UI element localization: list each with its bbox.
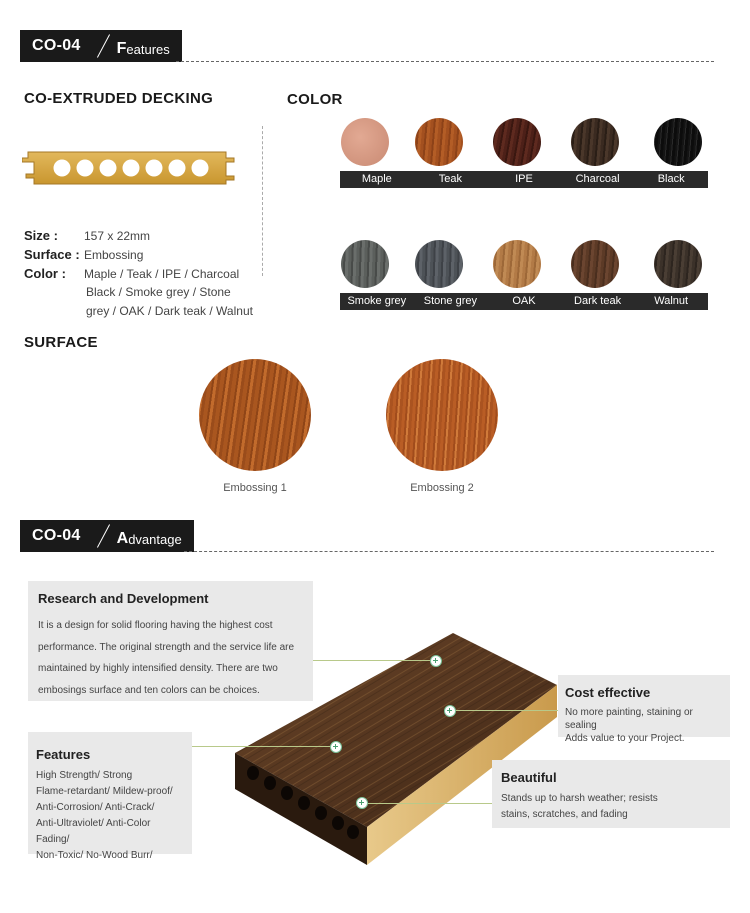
model-code: CO-04 <box>20 30 93 62</box>
research-text: It is a design for solid flooring having the highest cost performance. The original strength and the service life are maintained by highly intensified density. There are two embosings surface and ten colors can be choices. <box>38 620 295 696</box>
spec-size: Size : 157 x 22mm <box>24 228 151 243</box>
vertical-divider <box>262 126 263 276</box>
swatch-black <box>654 118 702 166</box>
embossing-2-sample <box>386 359 498 471</box>
swatch-stone-grey <box>415 240 463 288</box>
cost-effective-box <box>558 675 730 744</box>
features-title: F eatures <box>115 30 182 62</box>
color-title: COLOR <box>287 91 343 108</box>
beautiful-heading: Beautiful <box>501 770 557 785</box>
plus-marker-icon <box>356 797 368 809</box>
swatch-walnut <box>654 240 702 288</box>
beautiful-text: Stands up to harsh weather; resists stains, scratches, and fading <box>501 793 658 820</box>
leader-line <box>192 746 336 747</box>
swatch-teak <box>415 118 463 166</box>
swatch-oak <box>493 240 541 288</box>
color-label: Maple <box>361 173 392 185</box>
spec-color-line2: Black / Smoke grey / Stone <box>86 285 231 299</box>
swatch-ipe <box>493 118 541 166</box>
spec-color: Color : Maple / Teak / IPE / Charcoal <box>24 266 240 281</box>
color-label: OAK <box>512 295 536 307</box>
color-label: Black <box>657 173 685 185</box>
header-divider <box>93 520 115 552</box>
beautiful-box <box>492 760 730 828</box>
swatch-maple <box>341 118 389 166</box>
features-heading: Features <box>36 747 91 762</box>
research-box <box>28 581 313 701</box>
spec-color-line3: grey / OAK / Dark teak / Walnut <box>86 304 253 318</box>
swatch-smoke-grey <box>341 240 389 288</box>
color-label: Dark teak <box>574 295 622 307</box>
header-dash-line <box>184 551 714 552</box>
leader-line <box>362 803 492 804</box>
leader-line <box>450 710 558 711</box>
color-label: IPE <box>515 173 533 185</box>
research-heading: Research and Development <box>38 591 209 606</box>
model-code: CO-04 <box>20 520 93 552</box>
header-divider <box>93 30 115 62</box>
advantage-section-header <box>20 520 194 552</box>
color-labels-row-2 <box>340 293 708 310</box>
plus-marker-icon <box>330 741 342 753</box>
embossing-1-label: Embossing 1 <box>223 482 287 494</box>
embossing-2-label: Embossing 2 <box>410 482 474 494</box>
swatch-charcoal <box>571 118 619 166</box>
embossing-1-sample <box>199 359 311 471</box>
color-label: Walnut <box>654 295 689 307</box>
features-section-header <box>20 30 182 62</box>
color-label: Teak <box>438 173 463 185</box>
header-dash-line <box>176 61 714 62</box>
color-label: Stone grey <box>423 295 477 307</box>
color-label: Smoke grey <box>347 295 407 307</box>
advantage-title: A dvantage <box>115 520 194 552</box>
spec-surface: Surface : Embossing <box>24 247 144 262</box>
features-text: High Strength/ Strong Flame-retardant/ Mildew-proof/ Anti-Corrosion/ Anti-Crack/ Anti-Ultraviolet/ Anti-Color Fading/ Non-Toxic/ No-Wood Burr/ <box>36 770 173 861</box>
color-labels-row-1 <box>340 171 708 188</box>
surface-title: SURFACE <box>24 334 98 351</box>
cost-heading: Cost effective <box>565 685 651 700</box>
swatch-dark-teak <box>571 240 619 288</box>
board-profile-diagram <box>22 150 238 186</box>
leader-line <box>313 660 436 661</box>
color-label: Charcoal <box>575 173 620 185</box>
product-title: CO-EXTRUDED DECKING <box>24 90 214 107</box>
plus-marker-icon <box>444 705 456 717</box>
plus-marker-icon <box>430 655 442 667</box>
features-box <box>28 732 192 861</box>
cost-text: No more painting, staining or sealing Adds value to your Project. <box>565 707 693 744</box>
